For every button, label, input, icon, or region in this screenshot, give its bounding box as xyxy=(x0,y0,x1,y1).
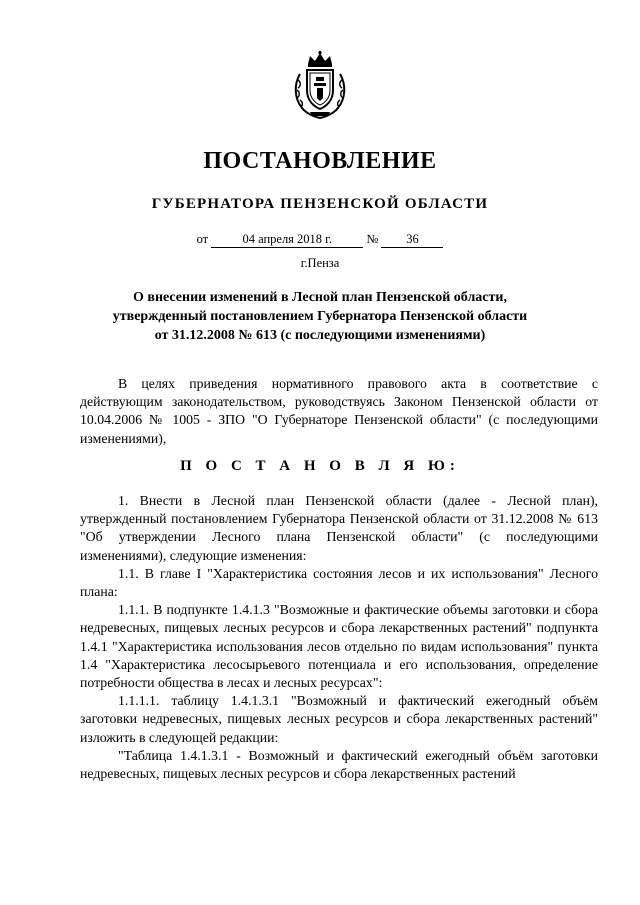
date-number-line xyxy=(0,232,640,248)
paragraph-1-1-1: 1.1.1. В подпункте 1.4.1.3 "Возможные и фактические объемы заготовки и сбора недревесных, пищевых лесных ресурсов и сбора лекарственных растений" подпункта 1.4.1 "Характеристика использования лесов отдельно по видам использования" пункта 1.4 "Характеристика лесосырьевого потенциала и его использования, определение потребности общества в лесах и лесных ресурсах": xyxy=(80,602,598,691)
decree-word: П О С Т А Н О В Л Я Ю: xyxy=(180,458,460,474)
paragraph-1: 1. Внести в Лесной план Пензенской области (далее - Лесной план), утвержденный постановлением Губернатора Пензенской области от 31.12.2008 № 613 "Об утверждении Лесного плана Пензенской области" (с последующими изменениями), следующие изменения: xyxy=(80,493,598,563)
city-label: г.Пенза xyxy=(300,256,340,270)
document-heading xyxy=(90,288,550,345)
operative-block xyxy=(80,492,598,783)
number-prefix: № xyxy=(366,232,379,246)
heading-line-1: О внесении изменений в Лесной план Пензенской области, xyxy=(133,290,507,305)
date-prefix: от xyxy=(196,232,209,246)
preamble-paragraph: В целях приведения нормативного правового акта в соответствие с действующим законодательством, руководствуясь Законом Пензенской области от 10.04.2006 № 1005 - ЗПО "О Губернаторе Пензенской области" (с последующими изменениями), xyxy=(80,376,598,446)
coat-of-arms-icon xyxy=(292,50,348,120)
heading-line-2: утвержденный постановлением Губернатора Пензенской области xyxy=(112,309,528,324)
document-title: ПОСТАНОВЛЕНИЕ xyxy=(203,148,437,174)
preamble-block xyxy=(80,375,598,448)
table-caption-paragraph: "Таблица 1.4.1.3.1 - Возможный и фактический ежегодный объём заготовки недревесных, пищевых лесных ресурсов и сбора лекарственных растений xyxy=(80,747,598,782)
document-date: 04 апреля 2018 г. xyxy=(211,232,363,248)
document-number: 36 xyxy=(381,232,443,248)
heading-line-3: от 31.12.2008 № 613 (с последующими изменениями) xyxy=(154,328,486,343)
paragraph-1-1: 1.1. В главе I "Характеристика состояния лесов и их использования" Лесного плана: xyxy=(80,565,598,600)
paragraph-1-1-1-1: 1.1.1.1. таблицу 1.4.1.3.1 "Возможный и фактический ежегодный объём заготовки недревесных, пищевых лесных ресурсов и сбора лекарственных растений" изложить в следующей редакции: xyxy=(80,693,598,745)
issuer-subtitle: ГУБЕРНАТОРА ПЕНЗЕНСКОЙ ОБЛАСТИ xyxy=(151,196,489,212)
